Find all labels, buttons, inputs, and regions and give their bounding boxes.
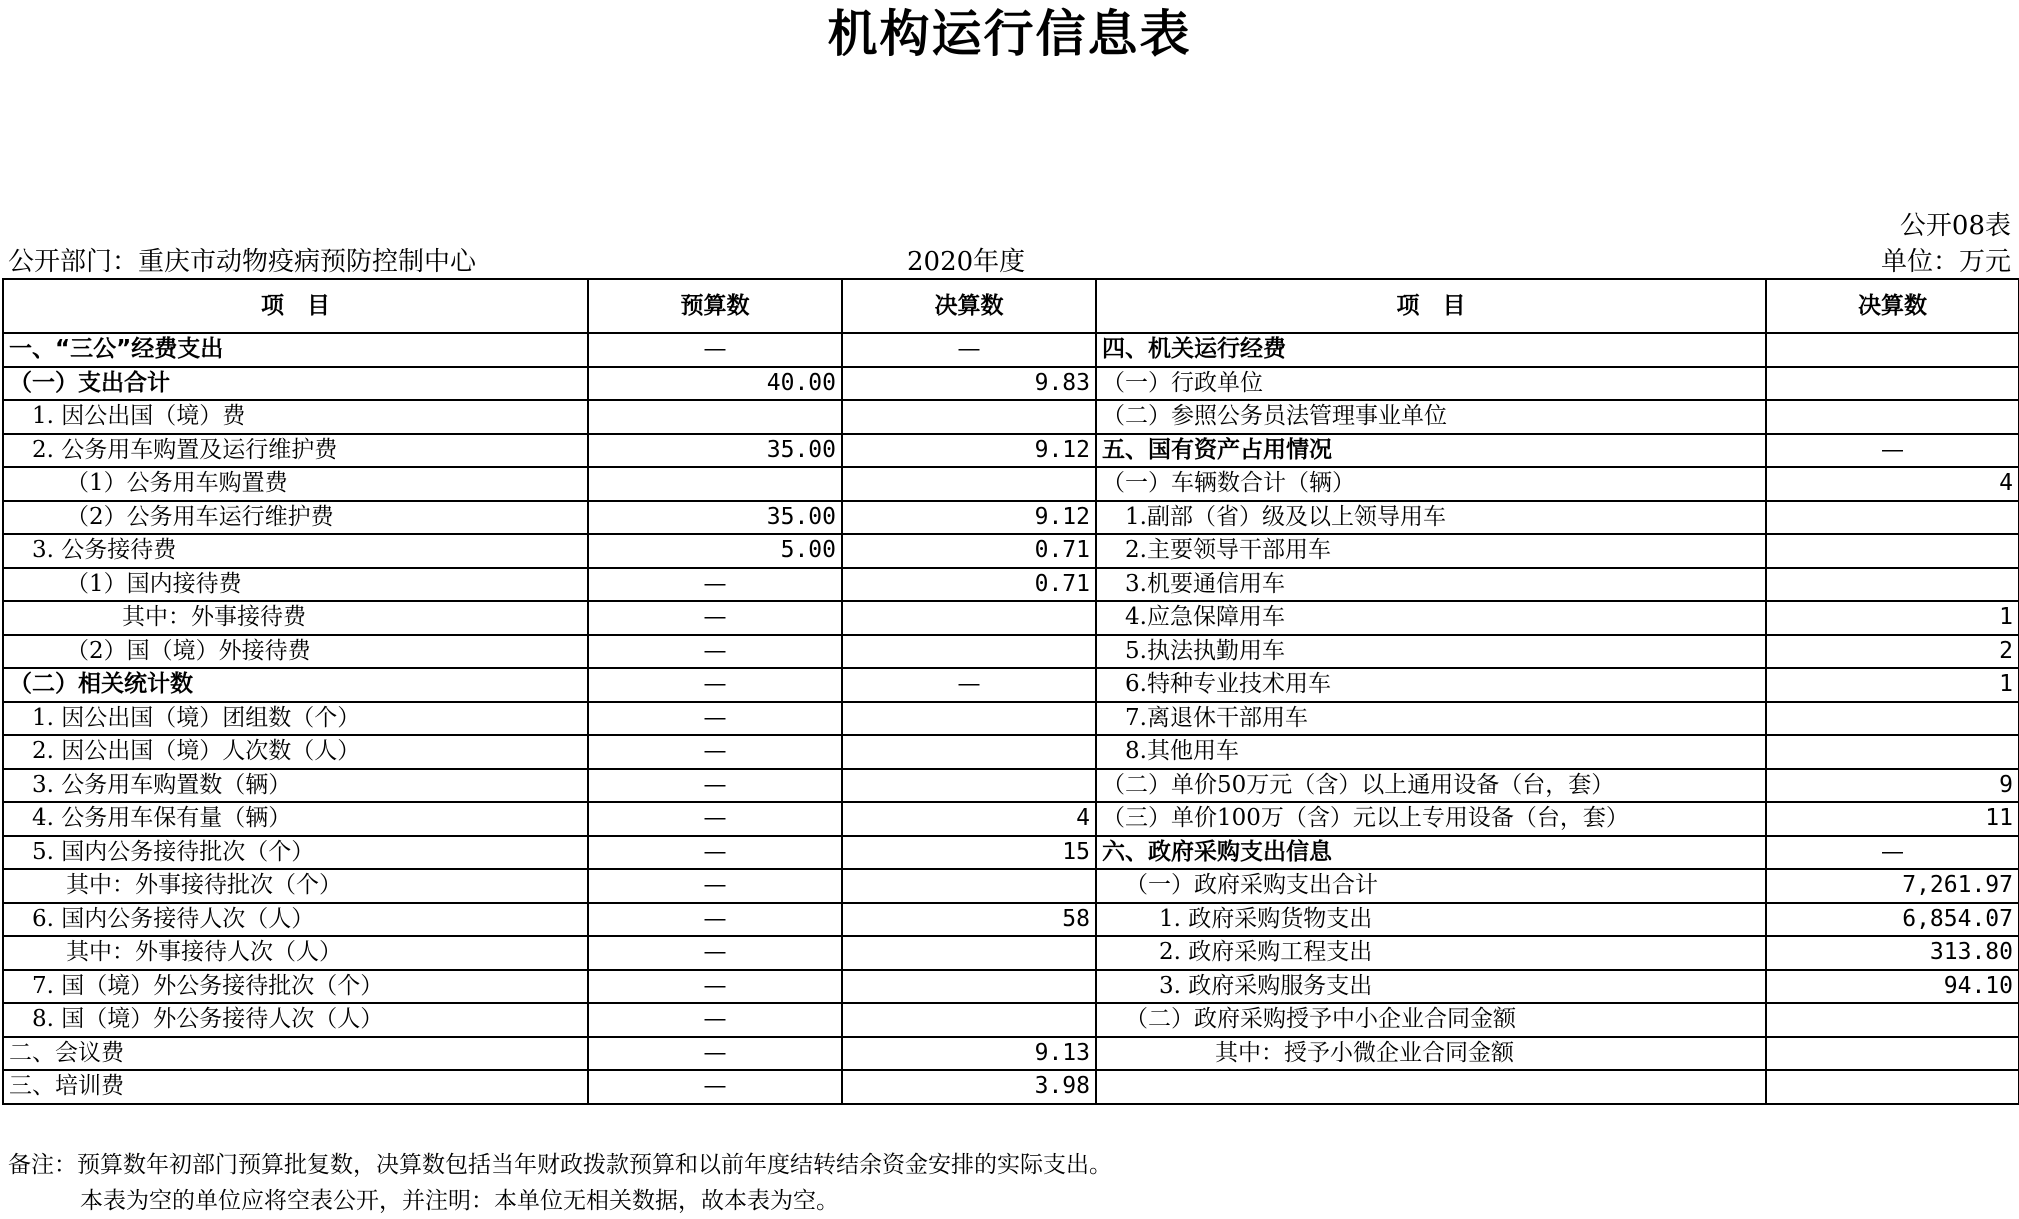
row-item-right: 3. 政府采购服务支出	[1096, 970, 1766, 1004]
row-item-right: 4.应急保障用车	[1096, 601, 1766, 635]
table-row	[3, 400, 2019, 434]
row-budget: —	[588, 769, 842, 803]
row-item-right: （一）政府采购支出合计	[1096, 869, 1766, 903]
row-item-left: 3. 公务用车购置数（辆）	[3, 769, 588, 803]
row-item-right: 1.副部（省）级及以上领导用车	[1096, 501, 1766, 535]
row-final-right: 9	[1766, 769, 2019, 803]
row-final-left: —	[842, 333, 1096, 367]
row-final-right	[1766, 1003, 2019, 1037]
row-final-left	[842, 601, 1096, 635]
row-budget: —	[588, 568, 842, 602]
row-final-right: 6,854.07	[1766, 903, 2019, 937]
table-row	[3, 1070, 2019, 1104]
row-final-left: —	[842, 668, 1096, 702]
row-final-right	[1766, 367, 2019, 401]
row-budget	[588, 400, 842, 434]
row-item-left: 2. 公务用车购置及运行维护费	[3, 434, 588, 468]
row-budget: —	[588, 836, 842, 870]
row-item-right: （一）行政单位	[1096, 367, 1766, 401]
row-final-right	[1766, 1070, 2019, 1104]
row-item-right: 8.其他用车	[1096, 735, 1766, 769]
row-item-left: （一）支出合计	[3, 367, 588, 401]
row-item-left: 二、会议费	[3, 1037, 588, 1071]
row-item-left: （二）相关统计数	[3, 668, 588, 702]
row-final-right: 11	[1766, 802, 2019, 836]
row-final-left	[842, 735, 1096, 769]
row-item-right: （三）单价100万（含）元以上专用设备（台，套）	[1096, 802, 1766, 836]
row-final-left: 9.13	[842, 1037, 1096, 1071]
row-budget: —	[588, 936, 842, 970]
row-budget: —	[588, 668, 842, 702]
row-item-right: 5.执法执勤用车	[1096, 635, 1766, 669]
row-budget: —	[588, 1003, 842, 1037]
row-item-left: （2）公务用车运行维护费	[3, 501, 588, 535]
row-budget: —	[588, 1070, 842, 1104]
row-budget: —	[588, 970, 842, 1004]
table-row	[3, 534, 2019, 568]
row-final-right	[1766, 1037, 2019, 1071]
row-item-right: （二）单价50万元（含）以上通用设备（台，套）	[1096, 769, 1766, 803]
row-item-left: 1. 因公出国（境）费	[3, 400, 588, 434]
table-row	[3, 501, 2019, 535]
row-final-left: 3.98	[842, 1070, 1096, 1104]
row-item-left: （2）国（境）外接待费	[3, 635, 588, 669]
row-item-right	[1096, 1070, 1766, 1104]
row-final-left: 9.12	[842, 501, 1096, 535]
row-item-right: 3.机要通信用车	[1096, 568, 1766, 602]
row-budget: —	[588, 702, 842, 736]
row-final-left	[842, 635, 1096, 669]
row-final-right	[1766, 735, 2019, 769]
row-item-right: 6.特种专业技术用车	[1096, 668, 1766, 702]
row-budget: 40.00	[588, 367, 842, 401]
row-final-right: —	[1766, 836, 2019, 870]
table-row	[3, 936, 2019, 970]
table-row	[3, 735, 2019, 769]
fiscal-year: 2020年度	[907, 247, 1026, 277]
row-budget: —	[588, 903, 842, 937]
row-budget: —	[588, 333, 842, 367]
table-row	[3, 635, 2019, 669]
row-budget: 35.00	[588, 434, 842, 468]
row-final-left	[842, 869, 1096, 903]
institution-info-table	[2, 278, 2019, 1105]
row-item-left: 1. 因公出国（境）团组数（个）	[3, 702, 588, 736]
row-budget: —	[588, 802, 842, 836]
row-final-right: 1	[1766, 601, 2019, 635]
unit-label: 单位：万元	[1880, 247, 2011, 277]
row-item-left: 7. 国（境）外公务接待批次（个）	[3, 970, 588, 1004]
table-row	[3, 434, 2019, 468]
row-item-right: 7.离退休干部用车	[1096, 702, 1766, 736]
row-final-right: 94.10	[1766, 970, 2019, 1004]
row-item-left: 5. 国内公务接待批次（个）	[3, 836, 588, 870]
row-final-left	[842, 702, 1096, 736]
row-item-left: 一、“三公”经费支出	[3, 333, 588, 367]
row-final-right: 1	[1766, 668, 2019, 702]
header-item-right: 项 目	[1096, 279, 1766, 333]
row-item-right: 六、政府采购支出信息	[1096, 836, 1766, 870]
row-final-left	[842, 936, 1096, 970]
table-header-row	[3, 279, 2019, 333]
row-item-left: 6. 国内公务接待人次（人）	[3, 903, 588, 937]
table-row	[3, 601, 2019, 635]
row-final-right	[1766, 568, 2019, 602]
row-final-right	[1766, 501, 2019, 535]
row-final-left	[842, 467, 1096, 501]
row-item-left: 其中：外事接待批次（个）	[3, 869, 588, 903]
table-row	[3, 970, 2019, 1004]
row-item-left: 2. 因公出国（境）人次数（人）	[3, 735, 588, 769]
table-row	[3, 1037, 2019, 1071]
row-final-right: 4	[1766, 467, 2019, 501]
page-title: 机构运行信息表	[827, 5, 1192, 63]
table-row	[3, 702, 2019, 736]
row-final-left	[842, 970, 1096, 1004]
row-item-right: 2.主要领导干部用车	[1096, 534, 1766, 568]
table-row	[3, 903, 2019, 937]
note-line: 备注：预算数年初部门预算批复数，决算数包括当年财政拨款预算和以前年度结转结余资金安排的实际支出。	[8, 1152, 1112, 1178]
row-final-left	[842, 400, 1096, 434]
table-row	[3, 467, 2019, 501]
row-item-left: 其中：外事接待费	[3, 601, 588, 635]
note-line: 本表为空的单位应将空表公开，并注明：本单位无相关数据，故本表为空。	[80, 1188, 839, 1214]
row-final-left	[842, 1003, 1096, 1037]
row-item-left: 3. 公务接待费	[3, 534, 588, 568]
department-label: 公开部门：重庆市动物疫病预防控制中心	[8, 247, 477, 277]
header-item-left: 项 目	[3, 279, 588, 333]
row-budget	[588, 467, 842, 501]
table-row	[3, 333, 2019, 367]
row-final-left: 58	[842, 903, 1096, 937]
table-row	[3, 836, 2019, 870]
header-final-right: 决算数	[1766, 279, 2019, 333]
row-final-right: 2	[1766, 635, 2019, 669]
table-row	[3, 869, 2019, 903]
notes	[8, 1147, 1112, 1219]
row-final-left: 0.71	[842, 534, 1096, 568]
row-item-right: 1. 政府采购货物支出	[1096, 903, 1766, 937]
row-final-right	[1766, 400, 2019, 434]
form-code: 公开08表	[1899, 211, 2011, 241]
row-budget: —	[588, 735, 842, 769]
header-final-left: 决算数	[842, 279, 1096, 333]
row-final-left: 4	[842, 802, 1096, 836]
row-final-left: 0.71	[842, 568, 1096, 602]
row-final-left	[842, 769, 1096, 803]
row-budget: —	[588, 635, 842, 669]
row-item-right: 四、机关运行经费	[1096, 333, 1766, 367]
row-item-left: 4. 公务用车保有量（辆）	[3, 802, 588, 836]
row-final-right: —	[1766, 434, 2019, 468]
row-item-left: （1）公务用车购置费	[3, 467, 588, 501]
table-row	[3, 802, 2019, 836]
row-budget: 5.00	[588, 534, 842, 568]
row-budget: —	[588, 601, 842, 635]
table-row	[3, 367, 2019, 401]
row-final-right: 313.80	[1766, 936, 2019, 970]
row-final-right: 7,261.97	[1766, 869, 2019, 903]
row-final-left: 9.83	[842, 367, 1096, 401]
row-budget: —	[588, 1037, 842, 1071]
row-item-right: 五、国有资产占用情况	[1096, 434, 1766, 468]
row-final-left: 15	[842, 836, 1096, 870]
row-item-right: （二）参照公务员法管理事业单位	[1096, 400, 1766, 434]
row-final-right	[1766, 534, 2019, 568]
row-budget: 35.00	[588, 501, 842, 535]
table-row	[3, 568, 2019, 602]
table-row	[3, 1003, 2019, 1037]
row-item-left: 三、培训费	[3, 1070, 588, 1104]
row-item-right: （一）车辆数合计（辆）	[1096, 467, 1766, 501]
row-item-left: 其中：外事接待人次（人）	[3, 936, 588, 970]
row-budget: —	[588, 869, 842, 903]
row-item-right: （二）政府采购授予中小企业合同金额	[1096, 1003, 1766, 1037]
row-item-left: （1）国内接待费	[3, 568, 588, 602]
row-item-left: 8. 国（境）外公务接待人次（人）	[3, 1003, 588, 1037]
row-final-right	[1766, 333, 2019, 367]
row-final-right	[1766, 702, 2019, 736]
table-row	[3, 769, 2019, 803]
row-final-left: 9.12	[842, 434, 1096, 468]
header-budget: 预算数	[588, 279, 842, 333]
row-item-right: 2. 政府采购工程支出	[1096, 936, 1766, 970]
table-row	[3, 668, 2019, 702]
row-item-right: 其中：授予小微企业合同金额	[1096, 1037, 1766, 1071]
